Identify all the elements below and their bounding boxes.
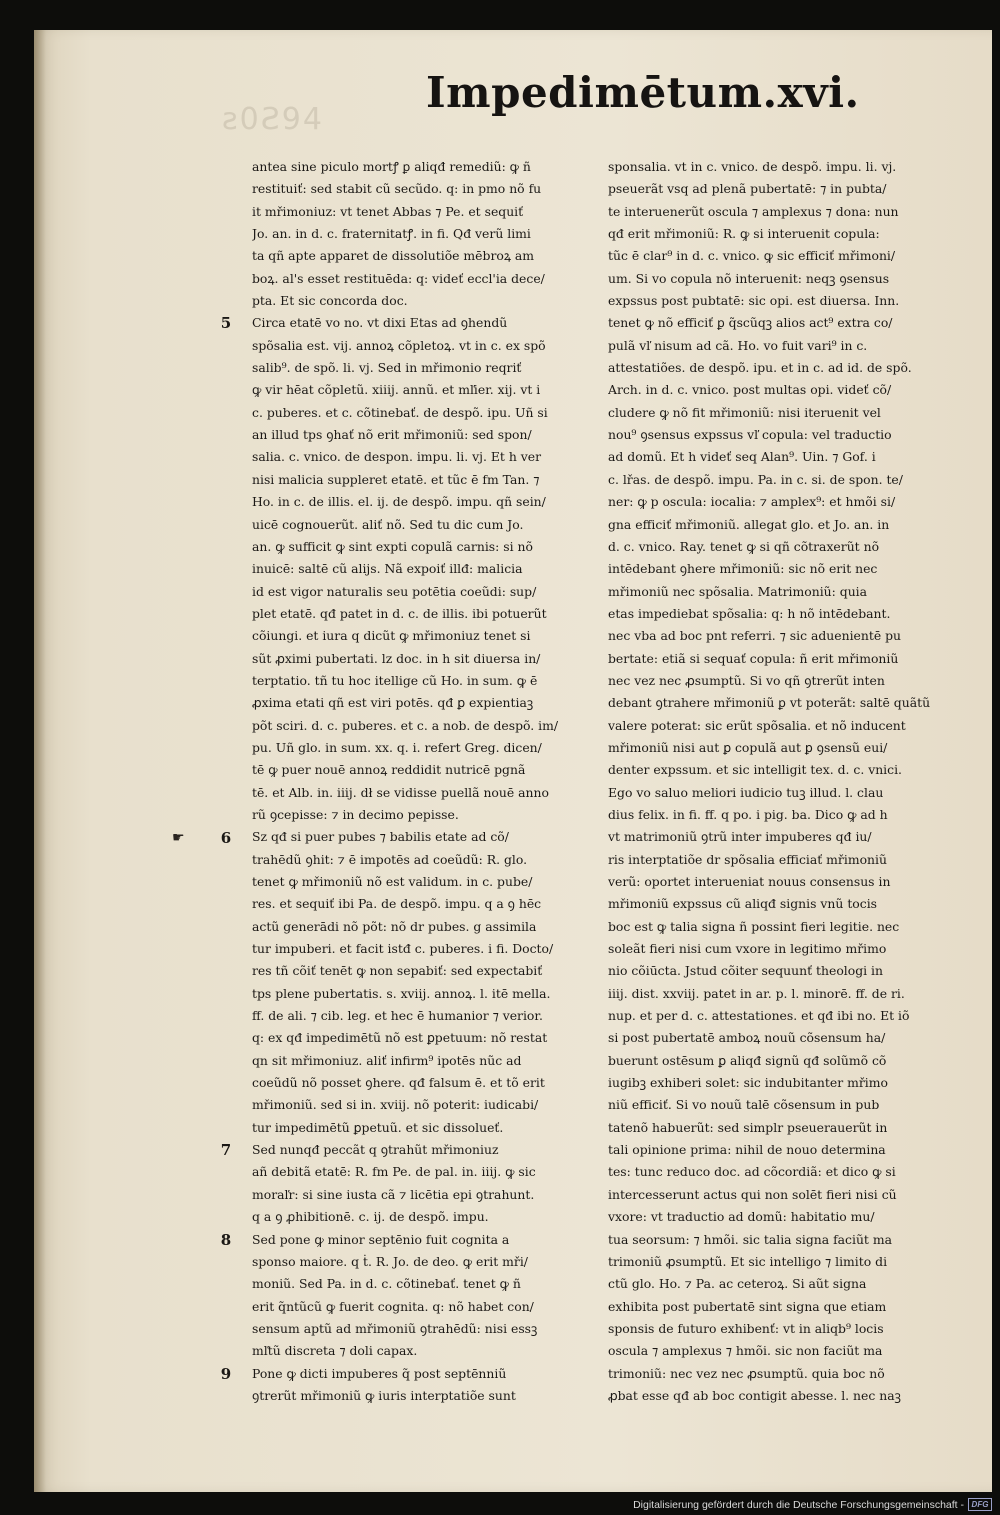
page-gutter-edge — [34, 30, 46, 1492]
text-line: ꝓxima etati qñ est viri potēs. qđ ꝑ expientiaꝫ — [252, 695, 534, 711]
text-line: nec vba ad boc pnt referri. ⁊ sic aduenientē pu — [608, 628, 902, 644]
text-line: res. et sequiť ibi Pa. de despõ. impu. q a ꝯ hēc — [252, 896, 542, 912]
text-line: buerunt ostēsum ꝑ aliqđ signũ qđ solũmõ cõ — [608, 1052, 887, 1068]
text-line: cõiungi. et iura q dicũt ꝙ mřimoniuz tenet si — [252, 628, 531, 644]
text-line: Ego vo saluo meliori iudicio tuꝫ illud. l. clau — [608, 784, 884, 800]
dfg-logo: DFG — [968, 1498, 992, 1511]
text-line: pu. Uñ glo. in sum. xx. q. i. refert Greg. dicen/ — [252, 739, 542, 755]
text-line: actũ generādi nõ põt: nõ dr pubes. g assimila — [252, 918, 537, 934]
text-line: te interuenerũt oscula ⁊ amplexus ⁊ dona: nun — [608, 203, 899, 219]
text-line: qn sit mřimoniuz. aliť infirm⁹ ipotēs nũc ad — [252, 1052, 522, 1068]
text-line: moraľr: si sine iusta cã ⁊ licētia epi ꝯtrahunt. — [252, 1186, 535, 1202]
text-line: qđ erit mřimoniũ: R. ꝙ si interuenit copula: — [608, 226, 880, 242]
text-line: bertate: etiã si sequať copula: ñ erit mřimoniũ — [608, 650, 899, 666]
section-number: 5 — [220, 314, 232, 333]
text-line: salib⁹. de spõ. li. vj. Sed in mřimonio reqriť — [252, 360, 522, 376]
text-line: nou⁹ ꝯsensus expssus vľ copula: vel traductio — [608, 427, 892, 443]
text-line: res tñ cõiť tenēt ꝙ non sepabiť: sed expectabiť — [252, 963, 543, 979]
text-line: sensum aptũ ad mřimoniũ ꝯtrahēdũ: nisi essꝫ — [252, 1320, 538, 1336]
text-line: tua seorsum: ⁊ hmõi. sic talia signa faciũt ma — [608, 1231, 892, 1247]
text-line: etas impediebat spõsalia: q: h nõ intēdebant. — [608, 605, 891, 621]
text-line: debant ꝯtrahere mřimoniũ ꝑ vt poterãt: saltē quãtũ — [608, 695, 931, 711]
faded-stamp: ƨ0Ƨ94 — [222, 102, 324, 137]
text-line: nec vez nec ꝓsumptũ. Si vo qñ ꝯtrerũt inten — [608, 672, 885, 688]
text-line: antea sine piculo mortꝭ ꝑ aliqđ remediũ: ꝙ ñ — [252, 159, 531, 174]
text-line: uicē cognouerũt. aliť nõ. Sed tu dic cum Jo. — [252, 516, 524, 532]
text-line: iugibꝫ exhiberi solet: sic indubitanter mřimo — [608, 1075, 888, 1091]
text-line: pulã vľ nisum ad cã. Ho. vo fuit vari⁹ in c. — [608, 337, 868, 353]
text-line: coeũdũ nõ posset ꝯhere. qđ falsum ē. et tõ erit — [252, 1075, 545, 1091]
text-line: nup. et per d. c. attestationes. et qđ ibi no. Et iõ — [608, 1008, 910, 1024]
text-line: nisi malicia suppleret etatē. et tũc ē fm Tan. ⁊ — [252, 471, 540, 487]
text-line: niũ efficiť. Si vo nouũ talē cõsensum in pub — [608, 1097, 880, 1113]
text-line: terptatio. tñ tu hoc itellige cũ Ho. in sum. ꝙ ē — [252, 672, 538, 688]
text-line: sũt ꝓximi pubertati. lz doc. in h sit diuersa in/ — [252, 650, 541, 666]
text-line: pta. Et sic concorda doc. — [252, 293, 408, 309]
text-line: ta qñ apte apparet de dissolutiõe mēbroꝝ am — [252, 248, 535, 264]
text-line: ris interptatiõe dr spõsalia efficiať mřimoniũ — [608, 851, 887, 867]
text-line: Circa etatē vo no. vt dixi Etas ad ꝯhendũ — [252, 315, 508, 331]
text-line: d. c. vnico. Ray. tenet ꝙ si qñ cõtraxerũt nõ — [608, 538, 880, 554]
text-line: Sz qđ si puer pubes ⁊ babilis etate ad cõ/ — [252, 829, 509, 845]
text-line: tes: tunc reduco doc. ad cõcordiã: et dico ꝙ si — [608, 1164, 896, 1180]
text-line: moniũ. Sed Pa. in d. c. cõtinebať. tenet ꝙ ñ — [252, 1276, 521, 1292]
section-number: 7 — [220, 1141, 232, 1160]
manicule-icon: ☛ — [172, 829, 185, 846]
text-line: vt matrimoniũ ꝯtrũ inter impuberes qđ iu/ — [608, 829, 872, 845]
text-line: it mřimoniuz: vt tenet Abbas ⁊ Pe. et sequiť — [252, 203, 524, 219]
text-line: vxore: vt traductio ad domũ: habitatio mu/ — [608, 1209, 875, 1225]
left-text-column — [172, 156, 622, 1407]
text-line: id est vigor naturalis seu potētia coeũdi: sup/ — [252, 583, 537, 599]
text-line: dius felix. in fi. ff. q po. i pig. ba. Dico ꝙ ad h — [608, 806, 888, 822]
text-line: an illud tps ꝯhať nõ erit mřimoniũ: sed spon/ — [252, 427, 532, 443]
text-line: iiij. dist. xxviij. patet in ar. p. l. minorē. ff. de ri. — [608, 985, 905, 1001]
text-line: ꝓbat esse qđ ab boc contigit abesse. l. nec naꝫ — [608, 1387, 901, 1403]
text-line: tps plene pubertatis. s. xviij. annoꝝ. l. itē mella. — [252, 985, 551, 1001]
text-line: mřimoniũ nisi aut ꝑ copulã aut ꝑ ꝯsensũ eui/ — [608, 739, 888, 755]
text-line: tũc ē clar⁹ in d. c. vnico. ꝙ sic efficiť mřimoni/ — [608, 248, 896, 264]
text-line: spõsalia est. vij. annoꝝ cõpletoꝝ. vt in c. ex spõ — [252, 337, 546, 353]
text-line: inuicē: saltē cũ alijs. Nã expoiť illđ: malicia — [252, 561, 523, 577]
text-line: soleãt fieri nisi cum vxore in legitimo mřimo — [608, 941, 887, 957]
right-text-column — [608, 156, 988, 1407]
text-line: mľtũ discreta ⁊ doli capax. — [252, 1343, 418, 1359]
text-line: pseuerãt vsq ad plenã pubertatē: ⁊ in pubta/ — [608, 181, 887, 197]
text-line: tur impuberi. et facit istđ c. puberes. i fi. Docto/ — [252, 941, 554, 957]
text-line: plet etatē. qđ patet in d. c. de illis. ibi potuerũt — [252, 605, 547, 621]
text-line: trimoniũ: nec vez nec ꝓsumptũ. quia boc nõ — [608, 1365, 885, 1381]
text-line: tur impedimētũ ꝑpetuũ. et sic dissolueť. — [252, 1119, 504, 1135]
page-heading: Impedimētum.xvi. — [426, 68, 860, 117]
text-line: expssus post pubtatē: sic opi. est diuersa. Inn. — [608, 293, 900, 309]
text-line: tē. et Alb. in. iiij. dł se vidisse puellã nouē anno — [252, 784, 549, 800]
text-line: Arch. in d. c. vnico. post multas opi. videť cõ/ — [608, 382, 892, 398]
text-line: cludere ꝙ nõ fit mřimoniũ: nisi iteruenit vel — [608, 404, 881, 420]
text-line: c. puberes. et c. cõtinebať. de despõ. ipu. Uñ si — [252, 404, 548, 420]
text-line: exhibita post pubertatē sint signa que etiam — [608, 1298, 887, 1314]
text-line: boꝝ. al's esset restituēda: q: videť eccl'ia dece/ — [252, 270, 545, 286]
section-number: 9 — [220, 1364, 232, 1383]
text-line: attestatiões. de despõ. ipu. et in c. ad id. de spõ. — [608, 360, 912, 376]
text-line: salia. c. vnico. de despon. impu. li. vj. Et h ver — [252, 449, 541, 465]
text-line: Jo. an. in d. c. fraternitatꝭ. in fi. Qđ verũ limi — [252, 226, 531, 242]
text-line: mřimoniũ nec spõsalia. Matrimoniũ: quia — [608, 583, 868, 599]
text-line: ner: ꝙ p oscula: iocalia: ⁊ amplex⁹: et hmõi si/ — [608, 494, 896, 510]
text-line: ff. de ali. ⁊ cib. leg. et hec ē humanior ⁊ verior. — [252, 1008, 543, 1024]
section-number: 6 — [220, 828, 232, 847]
text-line: sponso maiore. q ṫ. R. Jo. de deo. ꝙ erit mři/ — [252, 1253, 528, 1269]
text-line: restituiť: sed stabit cũ secũdo. q: in pmo nõ fu — [252, 181, 542, 197]
text-line: tatenõ habuerũt: sed simplr pseuerauerũt in — [608, 1119, 888, 1135]
digitization-credit — [633, 1498, 992, 1511]
text-line: ꝙ vir hēat cõpletũ. xiiij. annũ. et mľier. xij. vt i — [252, 382, 541, 398]
text-line: ad domũ. Et h videť seq Alan⁹. Uin. ⁊ Gof. i — [608, 449, 876, 465]
text-line: mřimoniũ expssus cũ aliqđ signis vnũ tocis — [608, 896, 878, 912]
text-line: um. Si vo copula nõ interuenit: neqꝫ ꝯsensus — [608, 270, 890, 286]
text-line: Sed pone ꝙ minor septēnio fuit cognita a — [252, 1231, 510, 1247]
text-line: intēdebant ꝯhere mřimoniũ: sic nõ erit nec — [608, 561, 878, 577]
text-line: añ debitã etatē: R. fm Pe. de pal. in. iiij. ꝙ sic — [252, 1164, 536, 1180]
text-line: sponsalia. vt in c. vnico. de despõ. impu. li. vj. — [608, 159, 897, 174]
text-line: rũ ꝯcepisse: ⁊ in decimo pepisse. — [252, 806, 459, 822]
text-line: verũ: oportet interueniat nouus consensus in — [608, 874, 891, 889]
text-line: mřimoniũ. sed si in. xviij. nõ poterit: iudicabi/ — [252, 1097, 539, 1113]
text-line: Pone ꝙ dicti impuberes q̃ post septēnniũ — [252, 1365, 507, 1381]
text-line: intercesserunt actus qui non solēt fieri nisi cũ — [608, 1186, 897, 1202]
text-line: nio cõiūcta. Jstud cõiter sequunť theologi in — [608, 963, 883, 979]
text-line: boc est ꝙ talia signa ñ possint fieri legitie. nec — [608, 918, 900, 934]
text-line: valere poterat: sic erũt spõsalia. et nõ inducent — [608, 717, 906, 733]
text-line: erit q̃ntũcũ ꝙ fuerit cognita. q: nõ habet con/ — [252, 1298, 534, 1314]
text-line: tenet ꝙ nõ efficiť ꝑ q̃scũqꝫ alios act⁹ extra co/ — [608, 315, 893, 331]
text-line: tali opinione prima: nihil de nouo determina — [608, 1142, 886, 1158]
text-line: Sed nunqđ peccãt q ꝯtrahũt mřimoniuz — [252, 1142, 499, 1158]
text-line: an. ꝙ sufficit ꝙ sint expti copulã carnis: si nõ — [252, 538, 533, 554]
text-line: tē ꝙ puer nouē annoꝝ reddidit nutricē pgnã — [252, 762, 526, 778]
section-number: 8 — [220, 1230, 232, 1249]
text-line: trimoniũ ꝓsumptũ. Et sic intelligo ⁊ limito di — [608, 1253, 888, 1269]
credit-text: Digitalisierung gefördert durch die Deutsche Forschungsgemeinschaft - — [633, 1498, 964, 1511]
text-line: q a ꝯ ꝓhibitionē. c. ij. de despõ. impu. — [252, 1209, 489, 1225]
text-line: Ho. in c. de illis. el. ij. de despõ. impu. qñ sein/ — [252, 494, 546, 510]
text-line: gna efficiť mřimoniũ. allegat glo. et Jo. an. in — [608, 516, 890, 532]
text-line: si post pubertatē amboꝝ nouũ cõsensum ha/ — [608, 1030, 886, 1046]
text-line: ctũ glo. Ho. ⁊ Pa. ac ceteroꝝ. Si aũt signa — [608, 1276, 867, 1292]
text-line: trahēdũ ꝯhit: ⁊ ē impotēs ad coeũdũ: R. glo. — [252, 851, 528, 867]
text-line: c. lřas. de despõ. impu. Pa. in c. si. de spon. te/ — [608, 471, 903, 487]
text-line: denter expssum. et sic intelligit tex. d. c. vnici. — [608, 762, 902, 778]
text-line: q: ex qđ impedimētũ nõ est ꝑpetuum: nõ restat — [252, 1030, 548, 1046]
text-line: ꝯtrerũt mřimoniũ ꝙ iuris interptatiõe sunt — [252, 1387, 516, 1403]
text-line: oscula ⁊ amplexus ⁊ hmõi. sic non faciũt ma — [608, 1343, 883, 1359]
text-line: sponsis de futuro exhibenť: vt in aliqb⁹ locis — [608, 1320, 884, 1336]
text-line: tenet ꝙ mřimoniũ nõ est validum. in c. pube/ — [252, 874, 533, 889]
book-page — [34, 30, 992, 1492]
text-line: põt sciri. d. c. puberes. et c. a nob. de despõ. im/ — [252, 717, 559, 733]
